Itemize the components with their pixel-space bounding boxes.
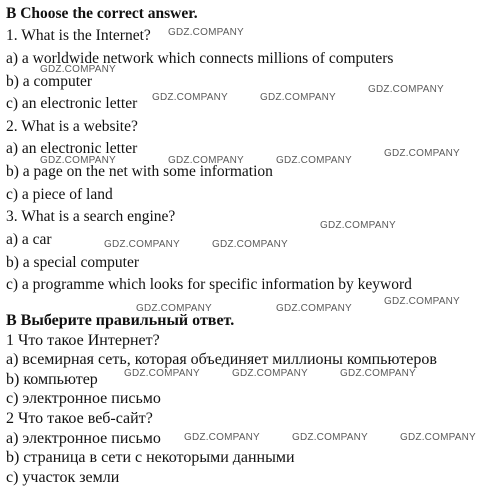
question-2-en: 2. What is a website? [6,118,138,135]
answer-3a-en: a) a car [6,231,52,248]
question-1-ru: 1 Что такое Интернет? [6,332,160,349]
watermark: GDZ.COMPANY [400,432,476,443]
watermark: GDZ.COMPANY [384,296,460,307]
watermark: GDZ.COMPANY [340,368,416,379]
watermark: GDZ.COMPANY [320,220,396,231]
section-heading-en: B Choose the correct answer. [6,5,198,22]
watermark: GDZ.COMPANY [212,239,288,250]
watermark: GDZ.COMPANY [152,92,228,103]
watermark: GDZ.COMPANY [184,432,260,443]
watermark: GDZ.COMPANY [168,27,244,38]
watermark: GDZ.COMPANY [292,432,368,443]
watermark: GDZ.COMPANY [368,84,444,95]
answer-2b-en: b) a page on the net with some information [6,163,273,180]
watermark: GDZ.COMPANY [40,155,116,166]
watermark: GDZ.COMPANY [232,368,308,379]
answer-1b-ru: b) компьютер [6,371,98,388]
watermark: GDZ.COMPANY [168,155,244,166]
answer-2c-ru: с) участок земли [6,469,120,486]
watermark: GDZ.COMPANY [384,148,460,159]
answer-3b-en: b) a special computer [6,254,139,271]
answer-2b-ru: b) страница в сети с некоторыми данными [6,449,295,466]
watermark: GDZ.COMPANY [276,303,352,314]
answer-2a-en: a) an electronic letter [6,140,138,157]
answer-2c-en: c) a piece of land [6,186,113,203]
question-2-ru: 2 Что такое веб-сайт? [6,410,153,427]
answer-1a-ru: а) всемирная сеть, которая объединяет миллионы компьютеров [6,351,437,368]
answer-1a-en: a) a worldwide network which connects millions of computers [6,50,394,67]
watermark: GDZ.COMPANY [260,92,336,103]
answer-1c-en: c) an electronic letter [6,95,138,112]
watermark: GDZ.COMPANY [40,64,116,75]
watermark: GDZ.COMPANY [136,303,212,314]
watermark: GDZ.COMPANY [124,368,200,379]
question-1-en: 1. What is the Internet? [6,27,151,44]
watermark: GDZ.COMPANY [104,239,180,250]
section-heading-ru: В Выберите правильный ответ. [6,312,235,329]
watermark: GDZ.COMPANY [276,155,352,166]
answer-1b-en: b) a computer [6,73,93,90]
answer-2a-ru: а) электронное письмо [6,430,161,447]
answer-1c-ru: с) электронное письмо [6,390,161,407]
answer-3c-en: c) a programme which looks for specific information by keyword [6,276,412,293]
question-3-en: 3. What is a search engine? [6,208,176,225]
